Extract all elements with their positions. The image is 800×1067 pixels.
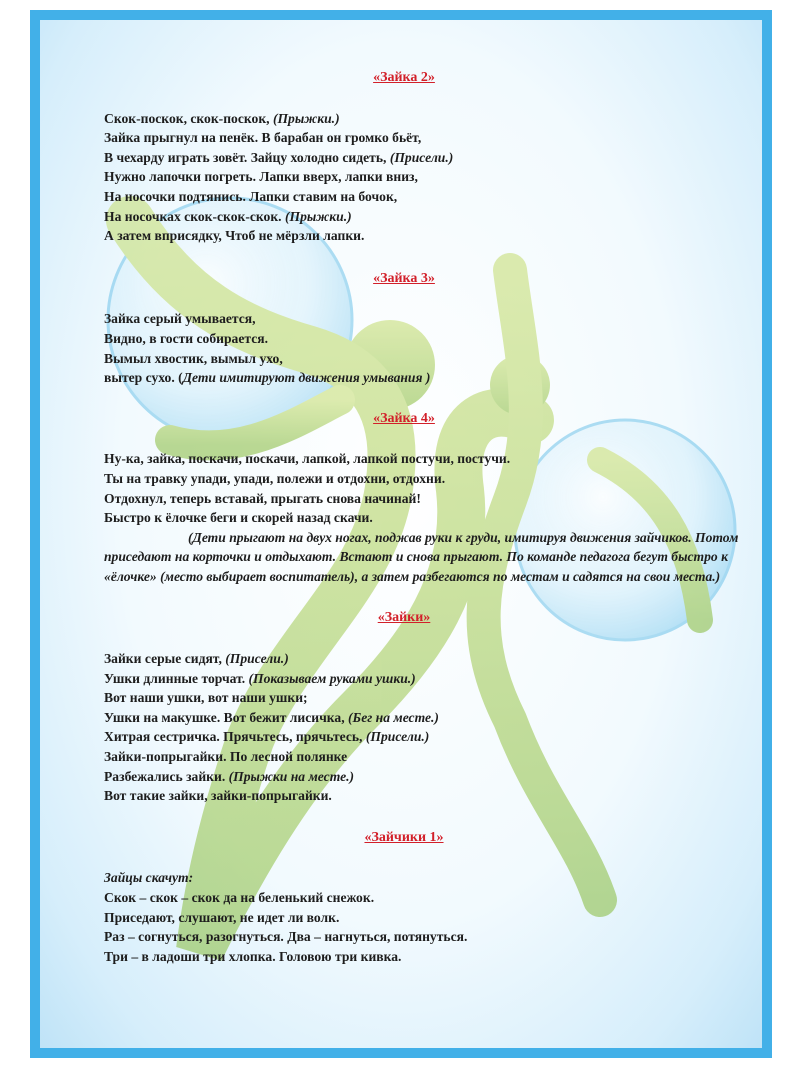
- section-title: «Зайки»: [377, 610, 431, 626]
- poem-line: Видно, в гости собирается.: [104, 330, 268, 346]
- section-title: «Зайка 3»: [373, 270, 435, 286]
- poem-line: Ты на травку упади, упади, полежи и отдохни, отдохни.: [104, 470, 446, 486]
- poem-line: На носочках скок-скок-скок. (Прыжки.): [104, 208, 352, 224]
- poem-line: Три – в ладоши три хлопка. Головою три кивка.: [104, 948, 402, 964]
- poem-line: На носочки подтянись. Лапки ставим на бочок,: [104, 188, 398, 204]
- poem-line: Вымыл хвостик, вымыл ухо,: [104, 350, 283, 366]
- poem-line: Скок-поскок, скок-поскок, (Прыжки.): [104, 110, 340, 126]
- poem-line: Вот наши ушки, вот наши ушки;: [104, 690, 308, 706]
- poem-block: [104, 868, 744, 966]
- poem-line: Зайка прыгнул на пенёк. В барабан он громко бьёт,: [104, 130, 422, 146]
- poem-line: Вот такие зайки, зайки-попрыгайки.: [104, 788, 332, 804]
- poem-line: Зайки-попрыгайки. По лесной полянке: [104, 749, 348, 765]
- poem-line: Отдохнул, теперь вставай, прыгать снова начинай!: [104, 490, 421, 506]
- poem-line: В чехарду играть зовёт. Зайцу холодно сидеть, (Присели.): [104, 149, 454, 165]
- poem-line: Скок – скок – скок да на беленький снежок.: [104, 890, 375, 905]
- poem-line: А затем вприсядку, Чтоб не мёрзли лапки.: [104, 228, 365, 244]
- poem-line: вытер сухо. (Дети имитируют движения умывания ): [104, 370, 431, 386]
- poem-block: [104, 109, 744, 246]
- poem-block: [104, 649, 744, 806]
- section-title: «Зайка 4»: [373, 410, 435, 426]
- page-background: [40, 20, 762, 1048]
- poem-line: Ушки на макушке. Вот бежит лисичка, (Бег на месте.): [104, 709, 439, 725]
- poem-line: Хитрая сестричка. Прячьтесь, прячьтесь, (Присели.): [104, 729, 430, 745]
- poem-line: Приседают, слушают, не идет ли волк.: [104, 909, 340, 925]
- poem-block: [104, 449, 744, 586]
- poem-line: Зайки серые сидят, (Присели.): [104, 651, 289, 667]
- poem-line: Ну-ка, зайка, поскачи, поскачи, лапкой, лапкой постучи, постучи.: [104, 451, 511, 467]
- page-border: [30, 10, 772, 1058]
- section-title: «Зайка 2»: [373, 70, 435, 85]
- document-body: [104, 68, 744, 966]
- poem-line: Зайка серый умывается,: [104, 311, 256, 327]
- poem-line: Зайцы скачут:: [104, 870, 194, 886]
- poem-line: Ушки длинные торчат. (Показываем руками ушки.): [104, 670, 416, 686]
- instruction-note: (Дети прыгают на двух ногах, поджав руки к груди, имитируя движения зайчиков. Потом приседают на корточки и отдыхают. Встают и снова прыгают. По команде педагога бегут быстро к «ёлочке» (место выбирает воспитатель), а затем разбегаются по местам и садятся на свои места.): [104, 529, 739, 584]
- section-title: «Зайчики 1»: [364, 829, 444, 845]
- poem-line: Раз – согнуться, разогнуться. Два – нагнуться, потянуться.: [104, 929, 468, 945]
- poem-block: [104, 309, 744, 387]
- poem-line: Нужно лапочки погреть. Лапки вверх, лапки вниз,: [104, 169, 418, 185]
- poem-line: Быстро к ёлочке беги и скорей назад скачи.: [104, 510, 373, 526]
- poem-line: Разбежались зайки. (Прыжки на месте.): [104, 768, 355, 784]
